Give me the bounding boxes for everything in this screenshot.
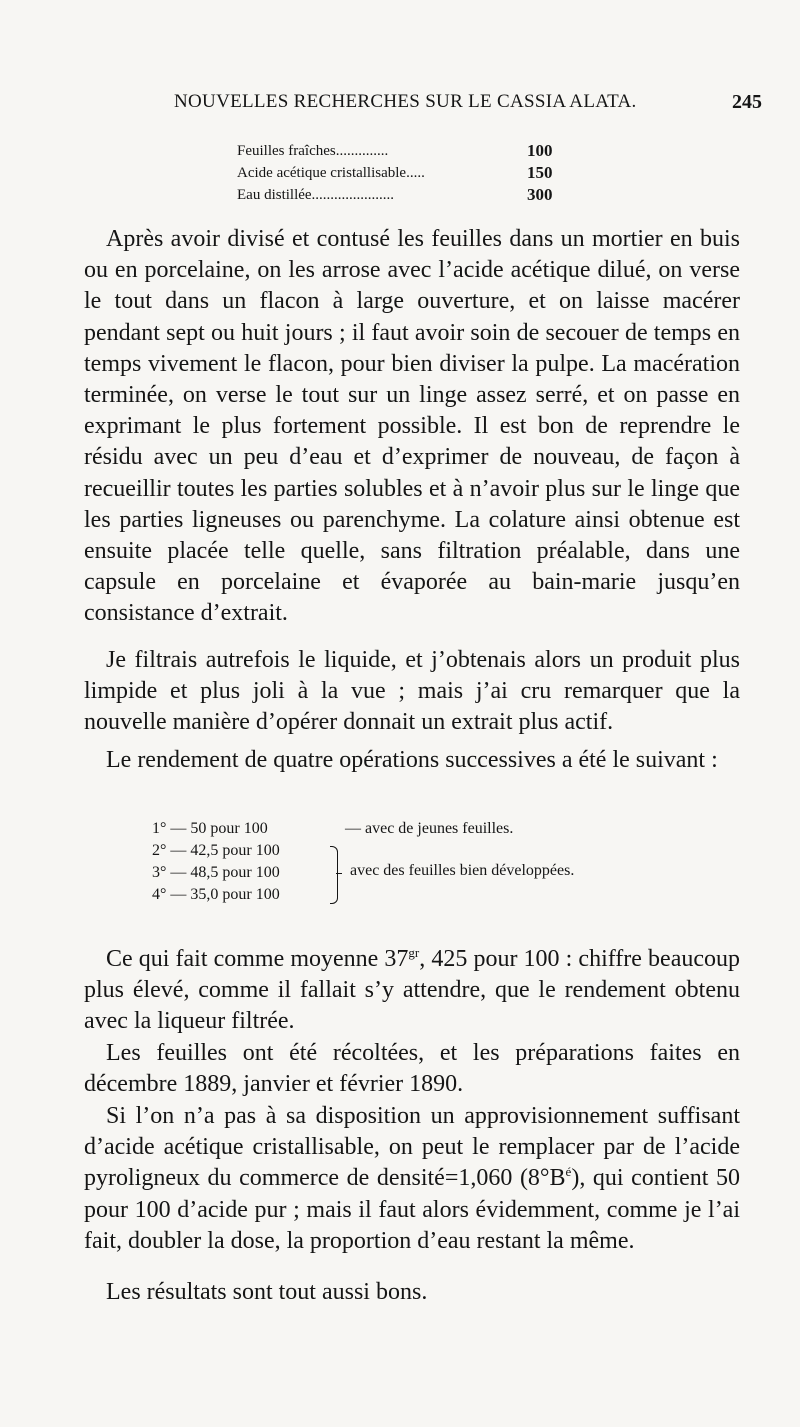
- yield-value: 2° — 42,5 pour 100: [152, 842, 280, 859]
- recipe-ingredient: Eau distillée......................: [237, 187, 395, 203]
- recipe-quantity: 150: [527, 163, 553, 182]
- paragraph-yield-intro: Le rendement de quatre opérations successives a été le suivant :: [106, 747, 718, 773]
- yield-value: 4° — 35,0 pour 100: [152, 886, 280, 903]
- running-title: NOUVELLES RECHERCHES SUR LE CASSIA ALATA.: [174, 91, 637, 112]
- yield-table: [152, 818, 692, 906]
- substitute-text-end: ), qui contient 50 pour 100 d’acide pur ; mais il faut alors évidemment, comme je l’ai fait, doubler la dose, la proportion d’eau restant la même.: [84, 1165, 741, 1254]
- yield-value: 3° — 48,5 pour 100: [152, 864, 280, 881]
- yield-note-developed: avec des feuilles bien développées.: [350, 862, 575, 879]
- baume-superscript: é: [565, 1164, 572, 1180]
- paragraph-procedure: Après avoir divisé et contusé les feuilles dans un mortier en buis ou en porcelaine, on les arrose avec l’acide acétique dilué, on verse le tout dans un flacon à large ouverture, et on laisse macérer pendant sept ou huit jours ; il faut avoir soin de secouer de temps en temps vivement le flacon, pour bien diviser la pulpe. La macération terminée, on verse le tout sur un linge assez serré, et on passe en exprimant le plus fortement possible. Il est bon de reprendre le résidu avec un peu d’eau et d’exprimer de nouveau, de façon à recueillir toutes les parties solubles et à n’avoir plus sur le linge que les parties ligneuses ou parenchyme. La colature ainsi obtenue est ensuite placée telle quelle, sans filtration préalable, dans une capsule en porcelaine et évaporée au bain-marie jusqu’en consistance d’extrait.: [84, 226, 740, 627]
- paragraph-substitute: [84, 1101, 740, 1257]
- recipe-table: [237, 140, 577, 206]
- average-text-start: Ce qui fait comme moyenne 37: [106, 946, 409, 972]
- yield-row: [152, 840, 692, 862]
- page-header: [92, 91, 762, 117]
- paragraph-average: [84, 944, 740, 1038]
- recipe-ingredient: Acide acétique cristallisable.....: [237, 165, 425, 181]
- page-number: 245: [732, 91, 762, 113]
- yield-value: 1° — 50 pour 100: [152, 820, 268, 837]
- yield-row: [152, 818, 692, 840]
- yield-note-young: — avec de jeunes feuilles.: [345, 820, 514, 837]
- substitute-text-start: Si l’on n’a pas à sa disposition un approvisionnement suffisant d’acide acétique cristallisable, on peut le remplacer par de l’acide pyroligneux du commerce de densité=1,060 (8°B: [84, 1103, 740, 1192]
- average-text-end: , 425 pour 100 : chiffre beaucoup plus élevé, comme il fallait s’y attendre, que le rendement obtenu avec la liqueur filtrée.: [84, 946, 740, 1035]
- paragraph-filtration: Je filtrais autrefois le liquide, et j’obtenais alors un produit plus limpide et plus joli à la vue ; mais j’ai cru remarquer que la nouvelle manière d’opérer donnait un extrait plus actif.: [84, 647, 740, 736]
- yield-row: [152, 884, 692, 906]
- gram-superscript: gr: [408, 945, 420, 960]
- recipe-quantity: 300: [527, 185, 553, 204]
- grouping-brace-tip: [336, 873, 342, 874]
- recipe-row: [237, 140, 577, 162]
- paragraph-harvest: Les feuilles ont été récoltées, et les préparations faites en décembre 1889, janvier et février 1890.: [84, 1040, 740, 1098]
- recipe-quantity: 100: [527, 141, 553, 160]
- recipe-row: [237, 184, 577, 206]
- paragraph-results: Les résultats sont tout aussi bons.: [106, 1279, 428, 1305]
- recipe-ingredient: Feuilles fraîches..............: [237, 143, 389, 159]
- recipe-row: [237, 162, 577, 184]
- grouping-brace: [330, 846, 338, 904]
